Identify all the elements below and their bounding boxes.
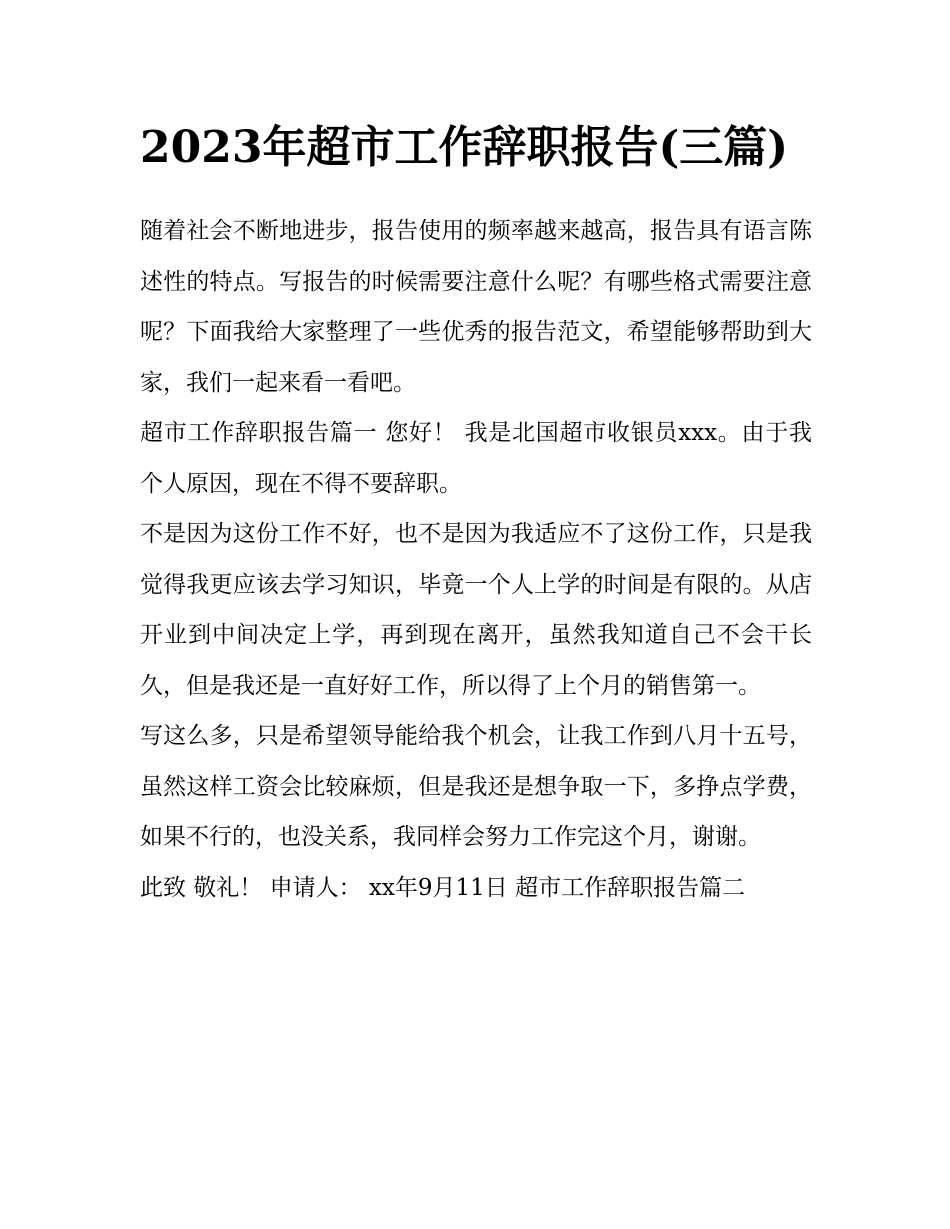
paragraph-request: 写这么多，只是希望领导能给我个机会，让我工作到八月十五号，虽然这样工资会比较麻烦，但是我还是想争取一下，多挣点学费，如果不行的，也没关系，我同样会努力工作完这个月，谢谢。: [140, 723, 812, 850]
paragraph-intro: 随着社会不断地进步，报告使用的频率越来越高，报告具有语言陈述性的特点。写报告的时候需要注意什么呢？有哪些格式需要注意呢？下面我给大家整理了一些优秀的报告范文，希望能够帮助到大家，我们一起来看一看吧。: [140, 218, 812, 396]
document-title: 2023年超市工作辞职报告(三篇): [140, 122, 789, 173]
document-body: [140, 112, 812, 913]
paragraph-greeting: 超市工作辞职报告篇一 您好！ 我是北国超市收银员xxx。由于我个人原因，现在不得不要辞职。: [140, 420, 812, 497]
paragraph-closing: 此致 敬礼！ 申请人： xx年9月11日 超市工作辞职报告篇二: [140, 874, 746, 901]
paragraph-reason: 不是因为这份工作不好，也不是因为我适应不了这份工作，只是我觉得我更应该去学习知识，毕竟一个人上学的时间是有限的。从店开业到中间决定上学，再到现在离开，虽然我知道自己不会干长久，但是我还是一直好好工作，所以得了上个月的销售第一。: [140, 521, 812, 699]
